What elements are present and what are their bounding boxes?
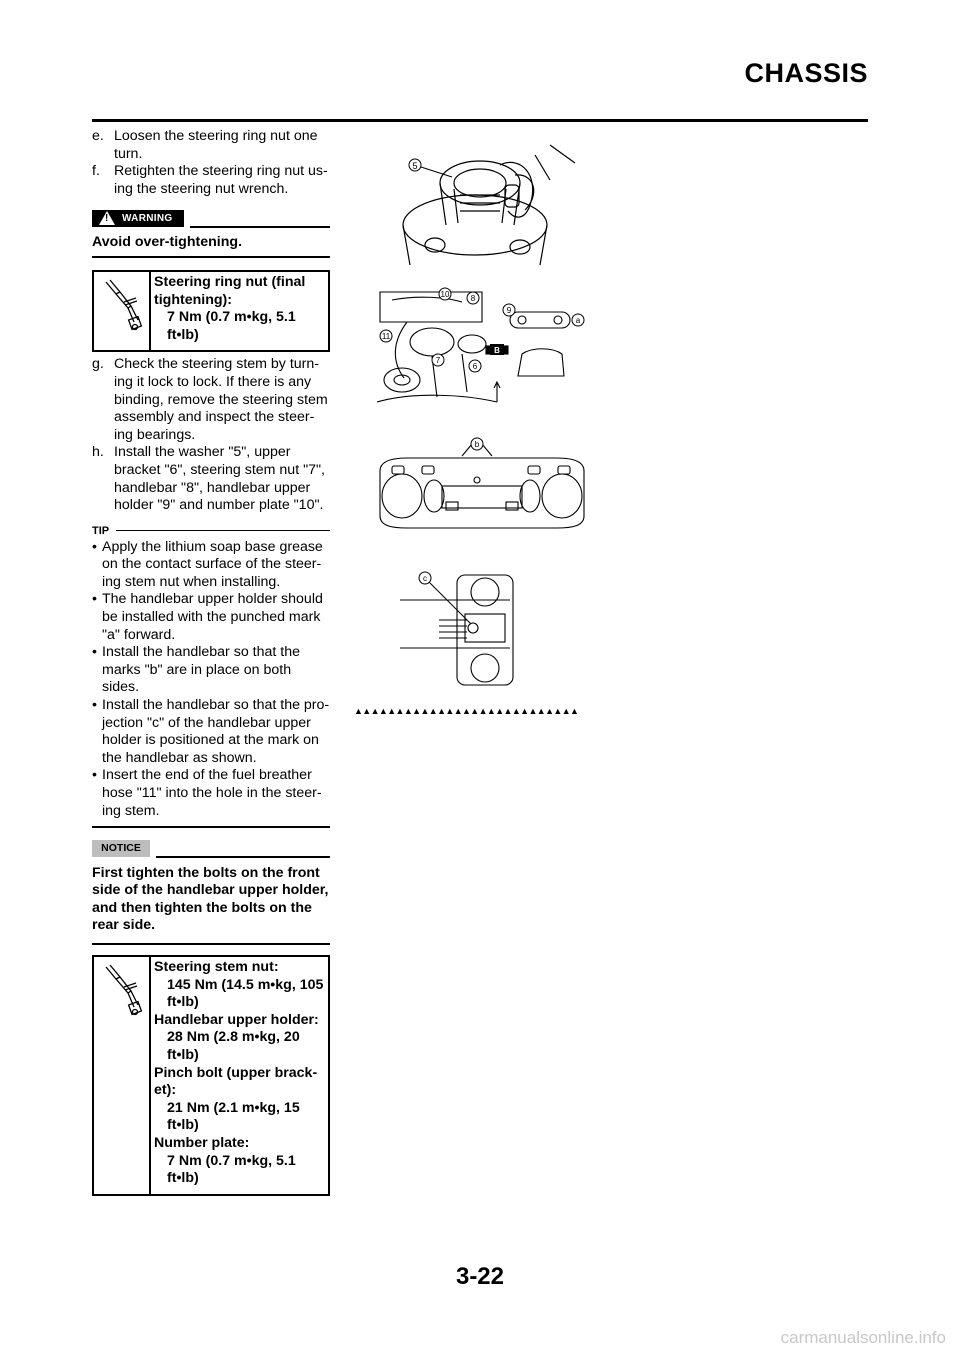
svg-text:c: c bbox=[423, 574, 427, 583]
torque-spec-box-2 bbox=[92, 955, 330, 1196]
step-label: g. bbox=[92, 356, 104, 373]
step-f bbox=[92, 163, 330, 198]
warning-text: Avoid over-tightening. bbox=[92, 234, 243, 251]
callout-5 bbox=[409, 159, 452, 177]
tip-bullet: • Apply the lithium soap base grease on the contact surface of the steer-ing stem nut when installing. bbox=[92, 539, 330, 592]
header-rule bbox=[92, 119, 868, 122]
spec-title: Pinch bolt (upper brack-et): bbox=[154, 1064, 318, 1099]
spec-title: Number plate: bbox=[154, 1135, 250, 1151]
step-h bbox=[92, 444, 330, 514]
callout-10 bbox=[439, 288, 451, 300]
spec-title: Steering stem nut: bbox=[154, 959, 279, 976]
warning-end-rule bbox=[92, 256, 330, 258]
callout-11 bbox=[380, 330, 392, 342]
page-section-title: CHASSIS bbox=[744, 58, 868, 88]
spec-value: 7 Nm (0.7 m•kg, 5.1 ft•lb) bbox=[167, 1152, 296, 1187]
step-text: Loosen the steering ring nut one turn. bbox=[114, 128, 318, 162]
svg-text:7: 7 bbox=[435, 356, 441, 365]
svg-text:B: B bbox=[494, 346, 500, 355]
svg-text:8: 8 bbox=[470, 294, 476, 303]
page-number: 3-22 bbox=[455, 1263, 505, 1290]
torque-wrench-icon bbox=[94, 957, 151, 1194]
end-of-procedure-marks: ▲▲▲▲▲▲▲▲▲▲▲▲▲▲▲▲▲▲▲▲▲▲▲▲▲▲▲ bbox=[354, 706, 579, 716]
spec-title: Handlebar upper holder: bbox=[154, 1011, 319, 1028]
torque-wrench-icon bbox=[94, 272, 151, 350]
figure-handlebar-holder-install bbox=[372, 282, 597, 412]
callout-B bbox=[490, 344, 504, 355]
spec-value: 145 Nm (14.5 m•kg, 105 ft•lb) bbox=[167, 976, 324, 1011]
notice-badge: NOTICE bbox=[92, 840, 150, 857]
callout-b bbox=[471, 438, 483, 450]
step-e bbox=[92, 128, 330, 163]
svg-text:6: 6 bbox=[472, 362, 478, 371]
spec-value: 7 Nm (0.7 m•kg, 5.1 ft•lb) bbox=[167, 309, 296, 343]
step-text: Retighten the steering ring nut us-ing the steering nut wrench. bbox=[114, 163, 328, 197]
step-text: Check the steering stem by turn-ing it lock to lock. If there is any binding, remove the steering stem assembly and inspect the steer-ing bearings. bbox=[114, 356, 328, 443]
warning-heading bbox=[92, 210, 330, 232]
figure-projection-c bbox=[395, 570, 535, 690]
svg-text:a: a bbox=[575, 316, 581, 325]
step-label: e. bbox=[92, 128, 104, 144]
svg-text:11: 11 bbox=[381, 332, 391, 341]
spec-value: 21 Nm (2.1 m•kg, 15 ft•lb) bbox=[167, 1099, 300, 1134]
callout-c bbox=[419, 572, 471, 624]
svg-text:9: 9 bbox=[506, 306, 512, 315]
spec-value: 28 Nm (2.8 m•kg, 20 ft•lb) bbox=[167, 1029, 300, 1064]
step-label: h. bbox=[92, 444, 104, 461]
callout-a bbox=[572, 314, 584, 326]
notice-text: First tighten the bolts on the front side of the handlebar upper holder, and then tighten the bolts on the rear side. bbox=[92, 864, 329, 934]
callout-9 bbox=[503, 304, 515, 316]
callout-6 bbox=[469, 360, 481, 372]
callout-8 bbox=[467, 292, 479, 304]
left-column bbox=[92, 128, 330, 1196]
tip-end-rule bbox=[92, 826, 330, 828]
tip-heading bbox=[92, 523, 330, 539]
step-g bbox=[92, 356, 330, 444]
torque-spec-box-1 bbox=[92, 270, 330, 352]
tip-bullet: • The handlebar upper holder should be installed with the punched mark "a" forward. bbox=[92, 591, 330, 644]
figure-handlebar-marks-b bbox=[372, 436, 592, 536]
svg-text:10: 10 bbox=[440, 290, 450, 299]
watermark: carmanualsonline.info bbox=[780, 1328, 946, 1347]
svg-text:b: b bbox=[474, 440, 480, 449]
svg-text:5: 5 bbox=[412, 161, 418, 171]
figure-steering-nut-wrench bbox=[390, 135, 590, 270]
step-text: Install the washer "5", upper bracket "6", steering stem nut "7", handlebar "8", handlebar upper holder "9" and number plate "10". bbox=[114, 444, 325, 514]
callout-7 bbox=[432, 354, 444, 366]
tip-bullet: • Insert the end of the fuel breather hose "11" into the hole in the steer-ing stem. bbox=[92, 767, 330, 820]
tip-bullet: • Install the handlebar so that the marks "b" are in place on both sides. bbox=[92, 644, 330, 697]
tip-bullet: • Install the handlebar so that the pro-jection "c" of the handlebar upper holder is positioned at the mark on the handlebar as shown. bbox=[92, 697, 330, 767]
warning-badge: ! WARNING bbox=[92, 210, 184, 227]
notice-end-rule bbox=[92, 943, 330, 945]
notice-heading bbox=[92, 840, 330, 862]
tip-label: TIP bbox=[92, 524, 110, 537]
spec-title: Steering ring nut (final tightening): bbox=[154, 273, 306, 308]
step-label: f. bbox=[92, 163, 100, 180]
